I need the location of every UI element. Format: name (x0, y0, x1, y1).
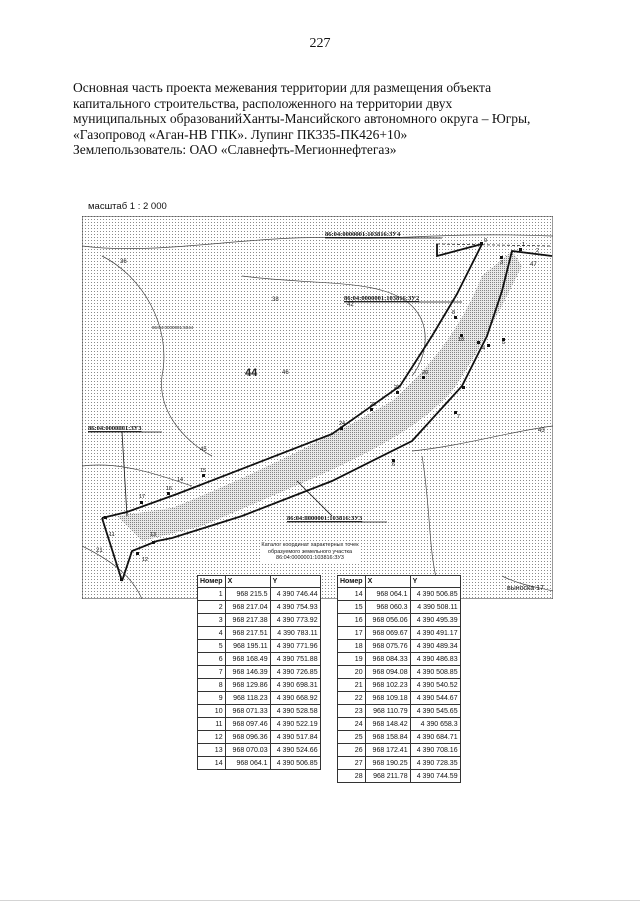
cell-y: 4 390 658.3 (410, 718, 460, 731)
cell-y: 4 390 668.92 (270, 692, 320, 705)
table-row (198, 679, 321, 692)
cell-number: 21 (338, 679, 366, 692)
table-body (198, 588, 321, 770)
cell-x: 968 211.78 (365, 770, 410, 783)
cell-number: 9 (198, 692, 226, 705)
cell-x: 968 071.33 (225, 705, 270, 718)
page-number: 227 (309, 36, 331, 51)
svg-text:2: 2 (536, 248, 540, 254)
svg-text:12: 12 (142, 557, 149, 563)
cell-y: 4 390 684.71 (410, 731, 460, 744)
cell-number: 12 (198, 731, 226, 744)
header-line: «Газопровод «Аган-НВ ГПК». Лупинг ПК335-ПК426+10» (73, 126, 408, 142)
cell-number: 26 (338, 744, 366, 757)
cell-y: 4 390 495.39 (410, 614, 460, 627)
cell-number: 2 (198, 601, 226, 614)
cell-number: 27 (338, 757, 366, 770)
cell-number: 7 (198, 666, 226, 679)
cell-x: 968 056.06 (365, 614, 410, 627)
table-row (338, 614, 461, 627)
header-num: Номер (338, 576, 366, 588)
table-row (338, 705, 461, 718)
table-row (338, 627, 461, 640)
scan-edge (0, 900, 640, 901)
cell-number: 10 (198, 705, 226, 718)
header-x: X (365, 576, 410, 588)
cell-y: 4 390 544.67 (410, 692, 460, 705)
svg-text:17: 17 (139, 494, 146, 500)
cell-number: 13 (198, 744, 226, 757)
table-row (198, 653, 321, 666)
cell-y: 4 390 728.35 (410, 757, 460, 770)
cell-number: 14 (338, 588, 366, 601)
cell-number: 23 (338, 705, 366, 718)
area-label: 38 (272, 297, 279, 303)
table-row (198, 718, 321, 731)
cell-number: 17 (338, 627, 366, 640)
svg-text:18: 18 (458, 337, 465, 343)
cell-y: 4 390 528.58 (270, 705, 320, 718)
cell-y: 4 390 773.92 (270, 614, 320, 627)
area-label: 47 (530, 262, 537, 268)
cell-number: 11 (198, 718, 226, 731)
table-body (338, 588, 461, 783)
svg-text:4: 4 (482, 346, 486, 352)
cell-x: 968 190.25 (365, 757, 410, 770)
svg-text:1: 1 (522, 242, 526, 248)
cell-number: 1 (198, 588, 226, 601)
cell-y: 4 390 489.34 (410, 640, 460, 653)
svg-text:8: 8 (452, 310, 456, 316)
cell-x: 968 158.84 (365, 731, 410, 744)
document-header (73, 80, 553, 158)
svg-text:22: 22 (394, 385, 401, 391)
cell-number: 28 (338, 770, 366, 783)
cell-y: 4 390 491.17 (410, 627, 460, 640)
cell-number: 4 (198, 627, 226, 640)
table-row (198, 627, 321, 640)
table-row (338, 770, 461, 783)
cell-x: 968 084.33 (365, 653, 410, 666)
table-row (198, 705, 321, 718)
cell-x: 968 146.39 (225, 666, 270, 679)
table-row (198, 731, 321, 744)
area-label: 45 (200, 447, 207, 453)
cell-y: 4 390 524.66 (270, 744, 320, 757)
catalog-caption: Каталог координат характерных точек образуемого земельного участка 86:04:0000001:103816:ЗУ3 (261, 542, 359, 561)
table-header-row (198, 576, 321, 588)
table-row (198, 692, 321, 705)
area-label: 86:04:0000001:5044 (152, 325, 194, 330)
cell-y: 4 390 486.83 (410, 653, 460, 666)
svg-text:11: 11 (109, 532, 115, 538)
cell-number: 8 (198, 679, 226, 692)
cell-number: 15 (338, 601, 366, 614)
header-line: муниципальных образованийХанты-Мансийского автономного округа – Югры, (73, 111, 531, 126)
cell-x: 968 195.11 (225, 640, 270, 653)
svg-text:24: 24 (339, 421, 346, 427)
cell-y: 4 390 522.19 (270, 718, 320, 731)
area-label: 21 (96, 548, 103, 554)
svg-text:16: 16 (166, 486, 173, 492)
cell-x: 968 129.86 (225, 679, 270, 692)
cell-y: 4 390 783.11 (270, 627, 320, 640)
cell-number: 25 (338, 731, 366, 744)
svg-text:15: 15 (200, 468, 207, 474)
table-row (338, 666, 461, 679)
svg-text:5: 5 (502, 340, 506, 346)
sheet-label: выноска 17 (507, 585, 544, 592)
cell-x: 968 217.38 (225, 614, 270, 627)
cell-number: 22 (338, 692, 366, 705)
header-line: капитального строительства, расположенного на территории двух (73, 95, 453, 111)
svg-text:9: 9 (484, 238, 488, 244)
table-row (198, 744, 321, 757)
table-row (338, 640, 461, 653)
svg-text:14: 14 (177, 477, 184, 483)
svg-text:6: 6 (392, 462, 396, 468)
area-label: 36 (120, 259, 127, 265)
cell-y: 4 390 508.85 (410, 666, 460, 679)
table-row (198, 640, 321, 653)
cell-x: 968 172.41 (365, 744, 410, 757)
cell-x: 968 110.79 (365, 705, 410, 718)
cell-y: 4 390 698.31 (270, 679, 320, 692)
header-num: Номер (198, 576, 226, 588)
area-label: 44 (245, 367, 258, 379)
cell-number: 5 (198, 640, 226, 653)
cell-y: 4 390 508.11 (410, 601, 460, 614)
map-scale-label: масштаб 1 : 2 000 (88, 201, 167, 212)
table-row (198, 614, 321, 627)
cell-number: 3 (198, 614, 226, 627)
cell-y: 4 390 517.84 (270, 731, 320, 744)
cell-y: 4 390 540.52 (410, 679, 460, 692)
header-line: Землепользователь: ОАО «Славнефть-Мегионнефтегаз» (73, 142, 397, 157)
table-row (338, 653, 461, 666)
table-header-row (338, 576, 461, 588)
cell-y: 4 390 754.93 (270, 601, 320, 614)
cell-x: 968 097.46 (225, 718, 270, 731)
cell-number: 16 (338, 614, 366, 627)
cell-number: 20 (338, 666, 366, 679)
table-row (198, 601, 321, 614)
area-label: 42 (347, 302, 354, 308)
table-row (338, 692, 461, 705)
svg-text:20: 20 (422, 370, 429, 376)
cell-y: 4 390 746.44 (270, 588, 320, 601)
cell-y: 4 390 771.96 (270, 640, 320, 653)
cell-x: 968 118.23 (225, 692, 270, 705)
table-row (338, 744, 461, 757)
cell-x: 968 075.76 (365, 640, 410, 653)
table-row (198, 666, 321, 679)
header-x: X (225, 576, 270, 588)
svg-text:23: 23 (370, 402, 377, 408)
parcel-label: 86:04:0000001:103816:ЗУ3 (287, 515, 363, 522)
table-row (338, 731, 461, 744)
cell-x: 968 069.67 (365, 627, 410, 640)
cell-x: 968 148.42 (365, 718, 410, 731)
table-row (338, 718, 461, 731)
svg-text:7: 7 (457, 414, 461, 420)
coordinates-table-right (337, 575, 461, 783)
cell-x: 968 096.36 (225, 731, 270, 744)
cell-y: 4 390 708.16 (410, 744, 460, 757)
cell-x: 968 215.5 (225, 588, 270, 601)
table-row (198, 588, 321, 601)
cell-y: 4 390 506.85 (410, 588, 460, 601)
cell-x: 968 070.03 (225, 744, 270, 757)
area-label: 43 (538, 428, 545, 434)
cell-number: 14 (198, 757, 226, 770)
cell-number: 18 (338, 640, 366, 653)
parcel-label: 86:04:0000001:ЗУ3 (88, 425, 142, 432)
cell-number: 24 (338, 718, 366, 731)
cell-y: 4 390 744.59 (410, 770, 460, 783)
cell-x: 968 217.51 (225, 627, 270, 640)
table-row (198, 757, 321, 770)
cell-x: 968 094.08 (365, 666, 410, 679)
svg-text:13: 13 (150, 532, 157, 538)
cell-x: 968 102.23 (365, 679, 410, 692)
table-row (338, 601, 461, 614)
header-y: Y (270, 576, 320, 588)
area-label: 46 (282, 370, 289, 376)
table-row (338, 679, 461, 692)
table-row (338, 588, 461, 601)
cell-x: 968 060.3 (365, 601, 410, 614)
cell-number: 6 (198, 653, 226, 666)
cell-number: 19 (338, 653, 366, 666)
svg-text:3: 3 (500, 260, 504, 266)
table-row (338, 757, 461, 770)
cell-y: 4 390 726.85 (270, 666, 320, 679)
cell-y: 4 390 545.65 (410, 705, 460, 718)
cell-y: 4 390 751.88 (270, 653, 320, 666)
cell-x: 968 064.1 (225, 757, 270, 770)
header-line: Основная часть проекта межевания территории для размещения объекта (73, 80, 492, 95)
cell-x: 968 217.04 (225, 601, 270, 614)
cell-x: 968 064.1 (365, 588, 410, 601)
cell-x: 968 109.18 (365, 692, 410, 705)
header-y: Y (410, 576, 460, 588)
coordinates-table-left (197, 575, 321, 770)
parcel-label: 86:04:0000001:103816:ЗУ4 (325, 231, 401, 238)
cell-y: 4 390 506.85 (270, 757, 320, 770)
cell-x: 968 168.49 (225, 653, 270, 666)
parcel-label: 86:04:0000001:103816:ЗУ2 (344, 295, 420, 302)
